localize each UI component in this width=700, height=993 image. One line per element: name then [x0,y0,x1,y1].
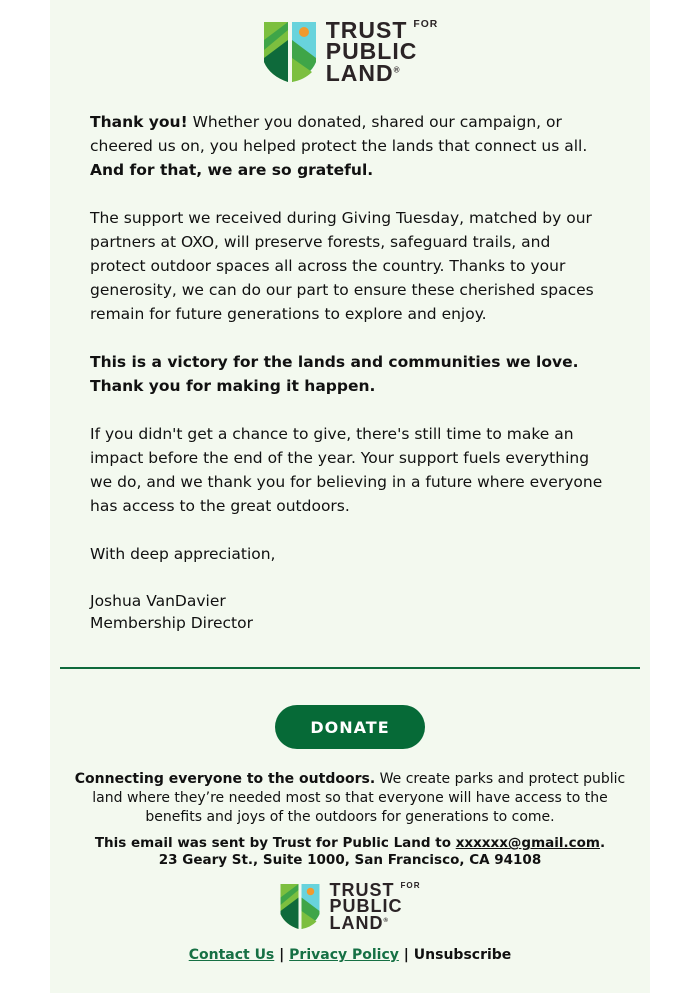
unsubscribe-link[interactable]: Unsubscribe [413,947,512,963]
closing: With deep appreciation, [90,545,276,563]
email-link[interactable]: xxxxxx@gmail.com [455,835,601,851]
logo-text: TRUST [329,879,395,900]
message-body [50,86,650,634]
text: We create parks and protect public land where they’re needed most so that everyone will have access to the benefits and joys of the outdoors for generations to come. [92,771,626,825]
contact-us-link[interactable]: Contact Us [188,947,275,963]
logo-text: LAND [325,59,394,86]
bold-text: And for that, we are so grateful. [90,161,374,179]
divider [60,667,640,669]
text: This email was sent by Trust for Public Land to [94,835,456,851]
separator: | [398,947,414,963]
logo-text: ® [383,917,389,924]
sent-notice [70,835,630,869]
text: Whether you donated, shared our campaign, or cheered us on, you helped protect the lands that connect us all. [90,113,588,155]
paragraph-support: The support we received during Giving Tuesday, matched by our partners at OXO, will preserve forests, safeguard trails, and protect outdoor spaces all across the country. Thanks to your generosity, we can do our part to ensure these cherished spaces remain for future generations to explore and enjoy. [90,209,594,323]
logo-text: PUBLIC [329,896,403,917]
bold-text: This is a victory for the lands and communities we love. Thank you for making it happen. [90,353,579,395]
shield-logo-icon [262,18,318,86]
bold-text: Thank you! [90,113,188,131]
paragraph-victory [90,350,610,398]
trust-for-public-land-logo [50,18,650,86]
address: 23 Geary St., Suite 1000, San Francisco, CA 94108 [158,852,542,868]
shield-logo-icon [279,881,321,932]
footer [50,770,650,965]
logo-text: PUBLIC [325,38,418,65]
logo-text: FOR [400,880,421,890]
signature [90,590,610,634]
logo-text: TRUST [325,17,408,44]
text: . [600,835,606,851]
footer-links [70,946,630,965]
signer-name: Joshua VanDavier [90,592,226,610]
separator: | [274,947,290,963]
paragraph-give: If you didn't get a chance to give, there's still time to make an impact before the end of the year. Your support fuels everything we do, and we thank you for believing in a future where everyone has access to the great outdoors. [90,425,603,515]
donate-button[interactable]: DONATE [275,705,425,749]
signer-title: Membership Director [90,614,253,632]
privacy-policy-link[interactable]: Privacy Policy [289,947,399,963]
tagline [70,770,630,827]
logo-text: FOR [413,19,439,31]
paragraph-thanks [90,110,610,182]
logo-text: LAND [329,912,384,933]
footer-logo [70,881,630,932]
logo-text: ® [393,64,401,74]
email-card [50,0,650,993]
bold-text: Connecting everyone to the outdoors. [74,771,376,787]
